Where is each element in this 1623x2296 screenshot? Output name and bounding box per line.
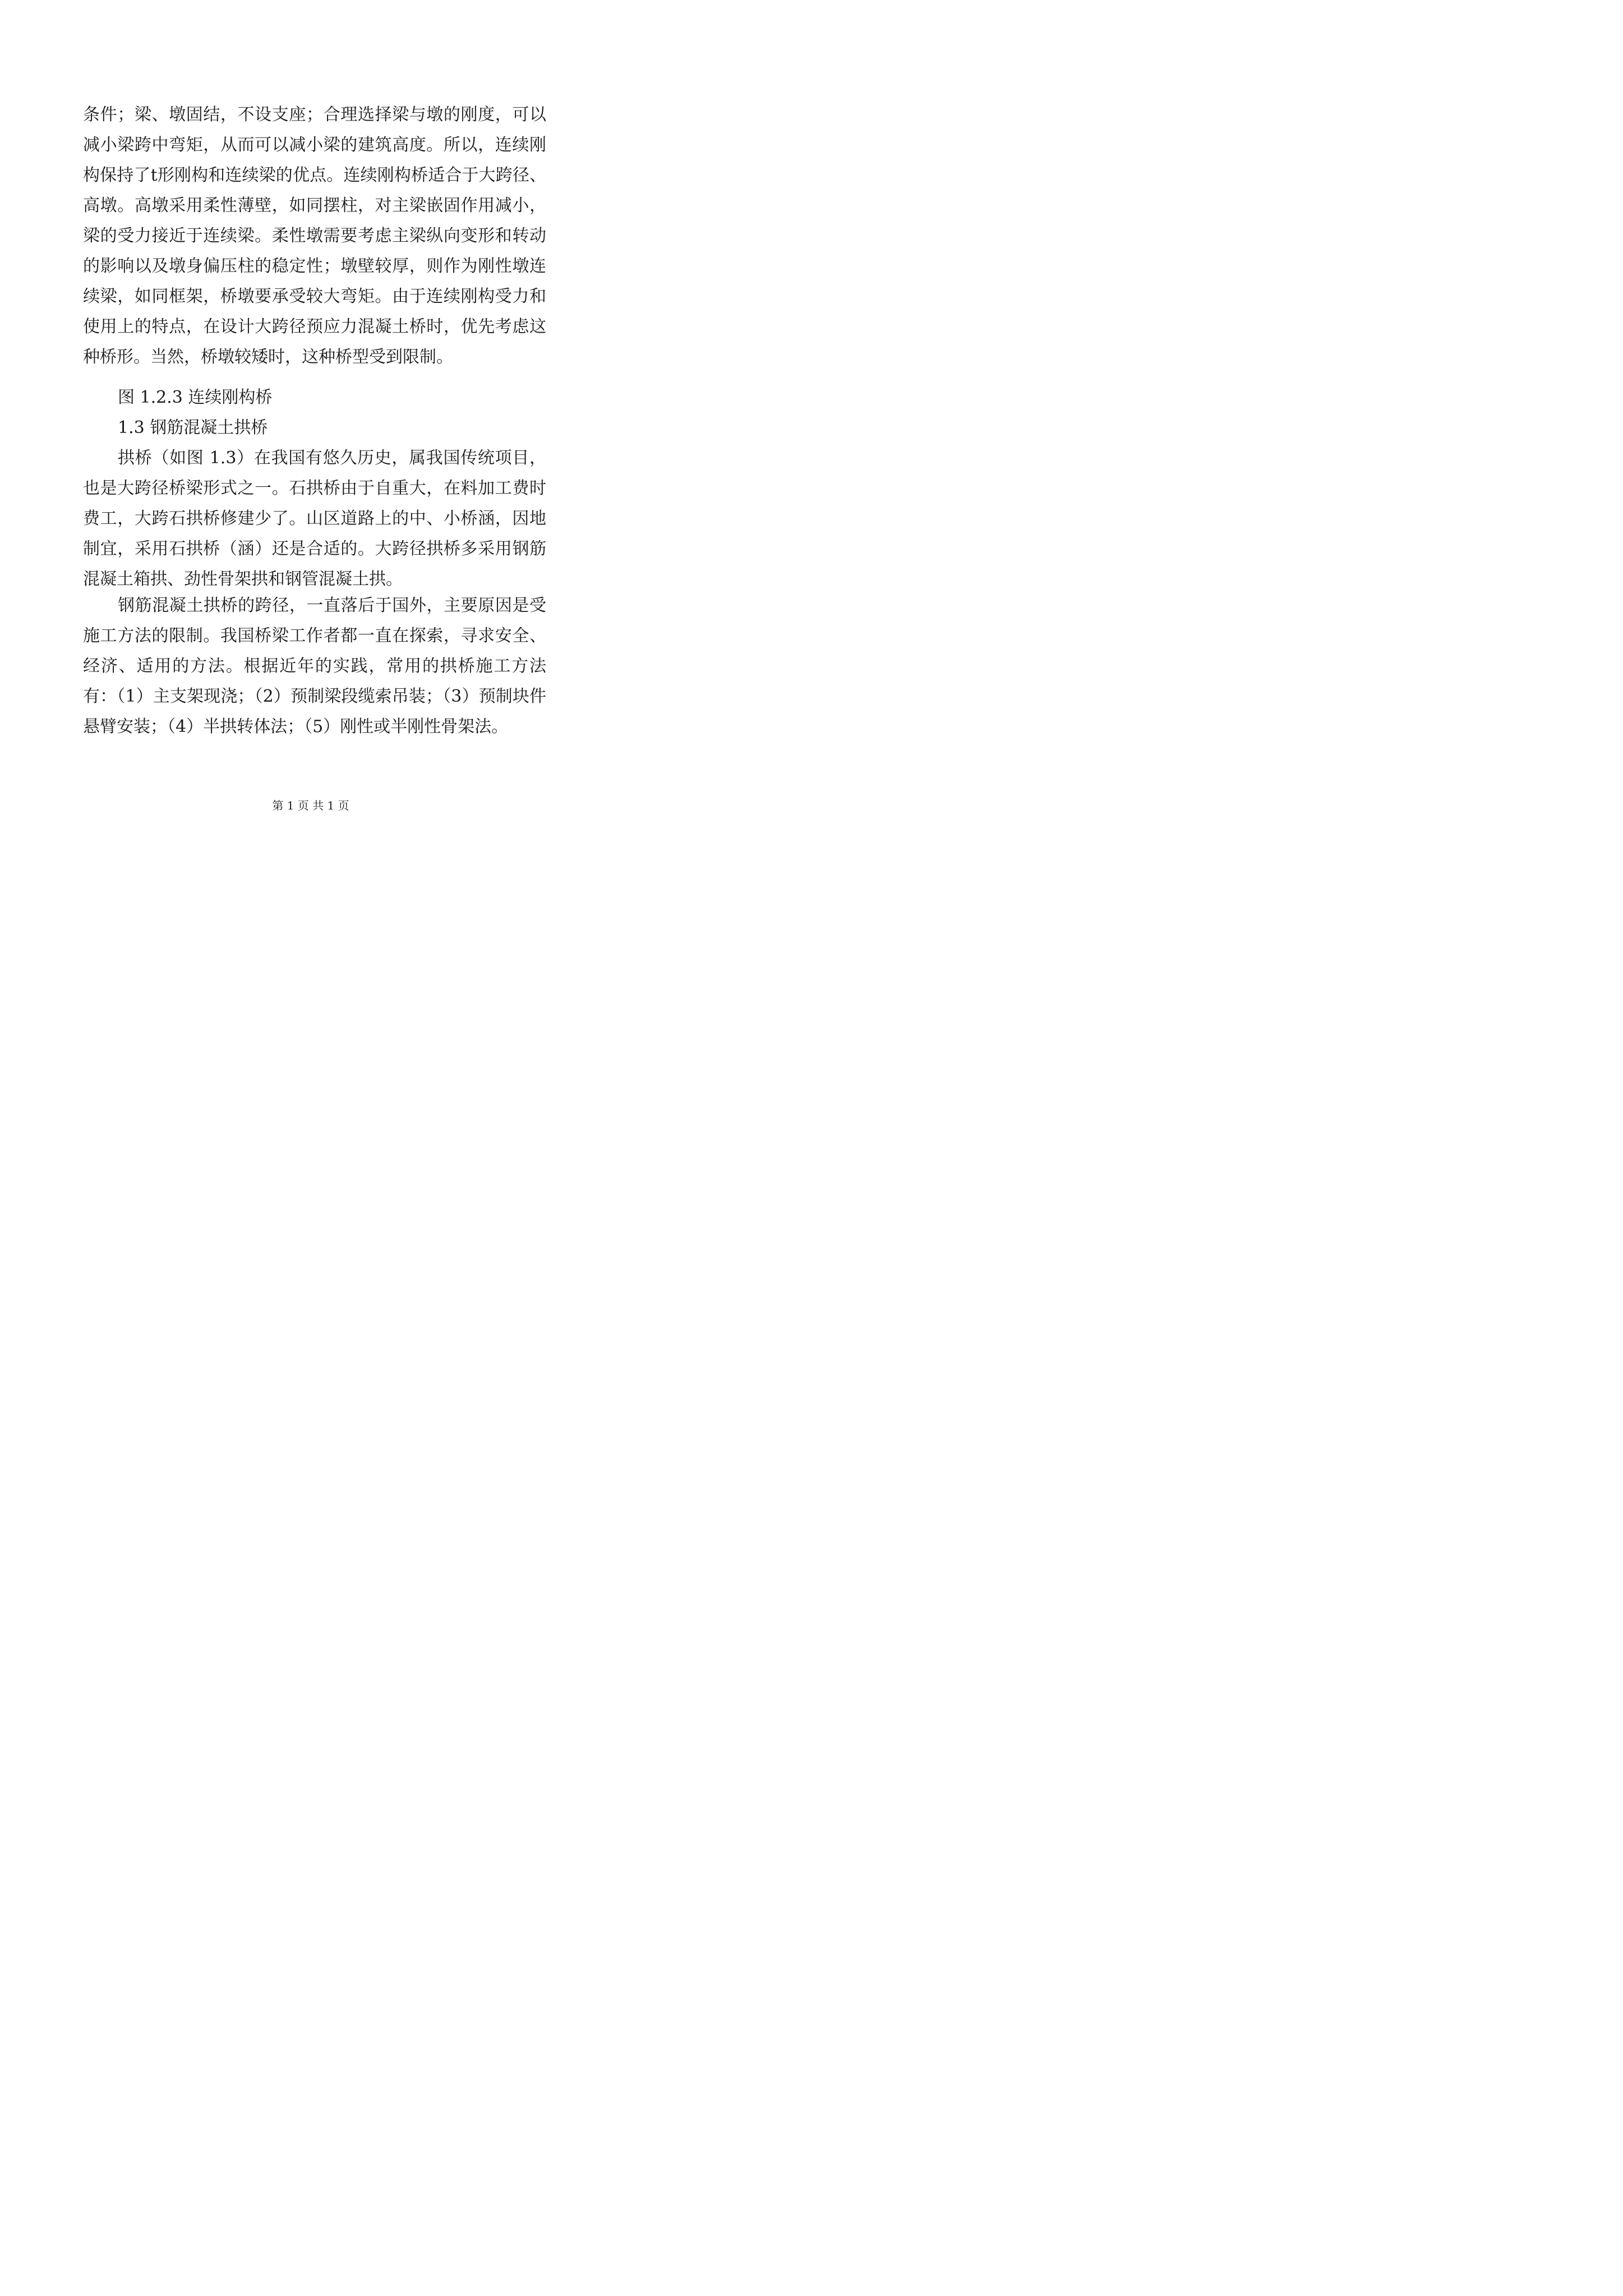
page-footer: 第 1 页 共 1 页: [272, 799, 349, 812]
body-paragraph: 条件；梁、墩固结，不设支座；合理选择梁与墩的刚度，可以减小梁跨中弯矩，从而可以减小梁的建筑高度。所以，连续刚构保持了t形刚构和连续梁的优点。连续刚构桥适合于大跨径、高墩。高墩采用柔性薄壁，如同摆柱，对主梁嵌固作用减小，梁的受力接近于连续梁。柔性墩需要考虑主梁纵向变形和转动的影响以及墩身偏压柱的稳定性；墩壁较厚，则作为刚性墩连续梁，如同框架，桥墩要承受较大弯矩。由于连续刚构受力和使用上的特点，在设计大跨径预应力混凝土桥时，优先考虑这种桥形。当然，桥墩较矮时，这种桥型受到限制。: [83, 105, 546, 367]
body-paragraph: 拱桥（如图 1.3）在我国有悠久历史，属我国传统项目，也是大跨径桥梁形式之一。石拱桥由于自重大，在料加工费时费工，大跨石拱桥修建少了。山区道路上的中、小桥涵，因地制宜，采用石拱桥（涵）还是合适的。大跨径拱桥多采用钢筋混凝土箱拱、劲性骨架拱和钢管混凝土拱。: [83, 448, 546, 589]
figure-caption: 图 1.2.3 连续刚构桥: [118, 388, 273, 407]
section-heading: 1.3 钢筋混凝土拱桥: [118, 418, 268, 438]
body-paragraph: 钢筋混凝土拱桥的跨径，一直落后于国外，主要原因是受施工方法的限制。我国桥梁工作者都一直在探索，寻求安全、经济、适用的方法。根据近年的实践，常用的拱桥施工方法有：（1）主支架现浇；（2）预制梁段缆索吊装；（3）预制块件悬臂安装；（4）半拱转体法；（5）刚性或半刚性骨架法。: [83, 596, 546, 737]
document-page: [0, 0, 621, 879]
